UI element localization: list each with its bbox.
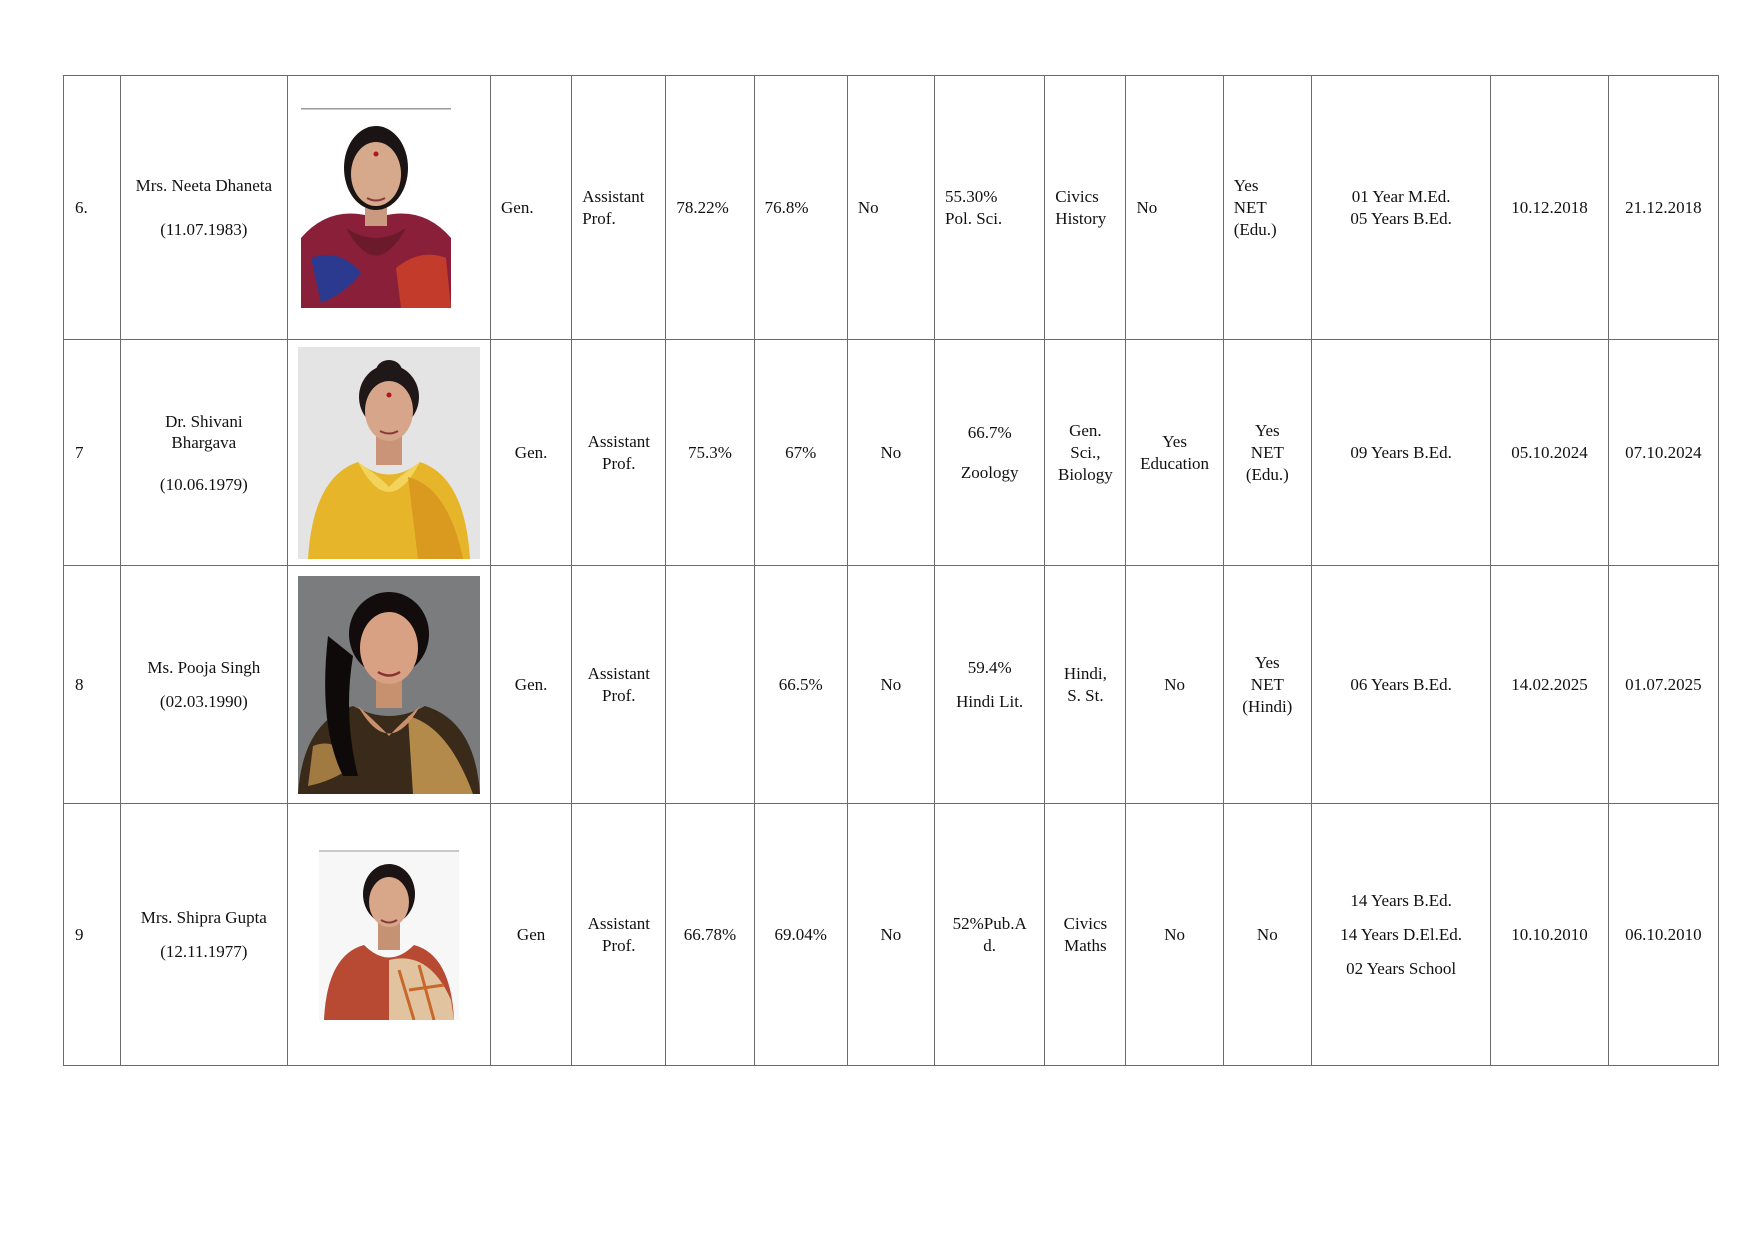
portrait-photo <box>298 576 480 794</box>
date-b: 01.07.2025 <box>1608 566 1718 804</box>
category: Gen. <box>491 340 572 566</box>
designation: Assistant Prof. <box>572 804 666 1066</box>
date-a: 10.10.2010 <box>1491 804 1608 1066</box>
date-a: 05.10.2024 <box>1491 340 1608 566</box>
experience: 14 Years B.Ed. 14 Years D.El.Ed. 02 Years School <box>1311 804 1490 1066</box>
percentage-a: 78.22% <box>666 76 754 340</box>
percentage-b: 69.04% <box>754 804 847 1066</box>
status-no: No <box>847 804 934 1066</box>
teaching-subjects: Civics History <box>1045 76 1126 340</box>
photo-cell <box>287 340 490 566</box>
phd-status: Yes Education <box>1126 340 1223 566</box>
phd-status: No <box>1126 76 1223 340</box>
category: Gen. <box>491 76 572 340</box>
date-b: 21.12.2018 <box>1608 76 1718 340</box>
status-no: No <box>847 76 934 340</box>
status-no: No <box>847 566 934 804</box>
net-status: Yes NET (Edu.) <box>1223 76 1311 340</box>
net-status: Yes NET (Edu.) <box>1223 340 1311 566</box>
serial-number: 9 <box>64 804 121 1066</box>
experience: 01 Year M.Ed. 05 Years B.Ed. <box>1311 76 1490 340</box>
pg-percentage-subject: 52%Pub.A d. <box>935 804 1045 1066</box>
percentage-b: 66.5% <box>754 566 847 804</box>
teaching-subjects: Hindi, S. St. <box>1045 566 1126 804</box>
serial-number: 8 <box>64 566 121 804</box>
phd-status: No <box>1126 566 1223 804</box>
staff-name-dob: Mrs. Shipra Gupta (12.11.1977) <box>121 804 287 1066</box>
net-status: No <box>1223 804 1311 1066</box>
category: Gen <box>491 804 572 1066</box>
table-row <box>64 76 1719 340</box>
teaching-subjects: Gen. Sci., Biology <box>1045 340 1126 566</box>
experience: 09 Years B.Ed. <box>1311 340 1490 566</box>
percentage-a: 75.3% <box>666 340 754 566</box>
date-b: 06.10.2010 <box>1608 804 1718 1066</box>
serial-number: 6. <box>64 76 121 340</box>
portrait-photo <box>319 850 459 1020</box>
designation: Assistant Prof. <box>572 76 666 340</box>
percentage-a <box>666 566 754 804</box>
experience: 06 Years B.Ed. <box>1311 566 1490 804</box>
designation: Assistant Prof. <box>572 566 666 804</box>
status-no: No <box>847 340 934 566</box>
photo-cell <box>287 76 490 340</box>
photo-cell <box>287 804 490 1066</box>
pg-percentage-subject: 66.7% Zoology <box>935 340 1045 566</box>
designation: Assistant Prof. <box>572 340 666 566</box>
date-b: 07.10.2024 <box>1608 340 1718 566</box>
faculty-table <box>63 75 1719 1066</box>
teaching-subjects: Civics Maths <box>1045 804 1126 1066</box>
table-row <box>64 340 1719 566</box>
photo-cell <box>287 566 490 804</box>
staff-name-dob: Ms. Pooja Singh (02.03.1990) <box>121 566 287 804</box>
pg-percentage-subject: 59.4% Hindi Lit. <box>935 566 1045 804</box>
percentage-a: 66.78% <box>666 804 754 1066</box>
table-row <box>64 804 1719 1066</box>
percentage-b: 76.8% <box>754 76 847 340</box>
serial-number: 7 <box>64 340 121 566</box>
staff-name-dob: Mrs. Neeta Dhaneta (11.07.1983) <box>121 76 287 340</box>
net-status: Yes NET (Hindi) <box>1223 566 1311 804</box>
pg-percentage-subject: 55.30% Pol. Sci. <box>935 76 1045 340</box>
phd-status: No <box>1126 804 1223 1066</box>
percentage-b: 67% <box>754 340 847 566</box>
table-row <box>64 566 1719 804</box>
date-a: 10.12.2018 <box>1491 76 1608 340</box>
staff-name-dob: Dr. Shivani Bhargava (10.06.1979) <box>121 340 287 566</box>
portrait-photo <box>298 347 480 559</box>
portrait-photo <box>301 108 451 308</box>
date-a: 14.02.2025 <box>1491 566 1608 804</box>
category: Gen. <box>491 566 572 804</box>
